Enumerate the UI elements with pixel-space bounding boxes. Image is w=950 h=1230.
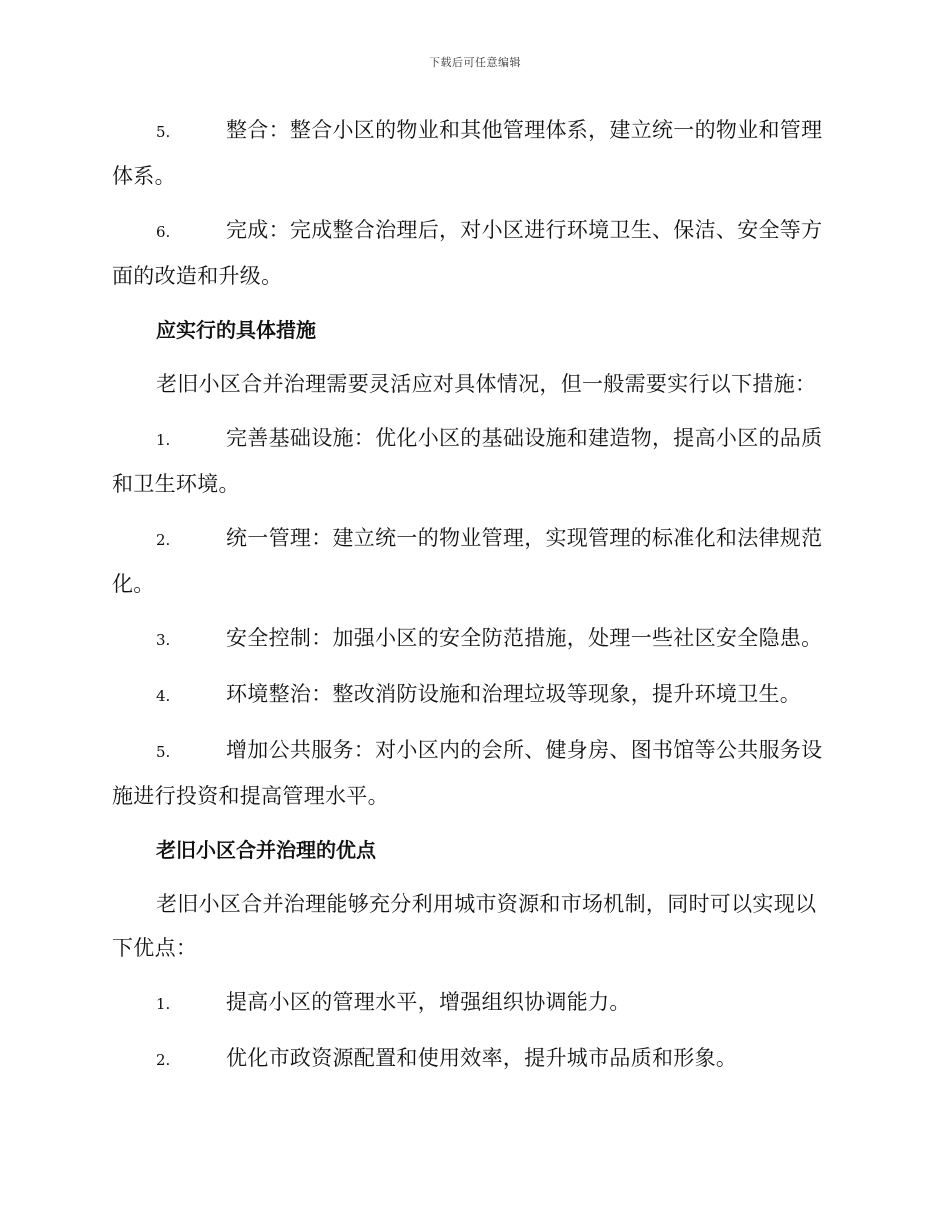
list-number: 6. [156, 223, 171, 241]
list-item [112, 516, 834, 606]
list-item [112, 416, 834, 506]
list-number: 1. [156, 995, 171, 1013]
list-text: 完成：完成整合治理后，对小区进行环境卫生、保洁、安全等方面的改造和升级。 [112, 218, 823, 288]
paragraph: 老旧小区合并治理需要灵活应对具体情况，但一般需要实行以下措施： [156, 372, 817, 396]
list-number: 5. [156, 743, 171, 761]
list-item [112, 728, 834, 818]
list-text: 提高小区的管理水平，增强组织协调能力。 [226, 990, 631, 1014]
list-item [112, 108, 834, 198]
section-heading: 老旧小区合并治理的优点 [156, 838, 376, 862]
list-item [112, 980, 834, 1026]
list-number: 2. [156, 531, 171, 549]
list-number: 3. [156, 631, 171, 649]
list-text: 安全控制：加强小区的安全防范措施，处理一些社区安全隐患。 [226, 626, 823, 650]
list-text: 环境整治：整改消防设施和治理垃圾等现象，提升环境卫生。 [226, 682, 802, 706]
list-item [112, 1036, 834, 1082]
list-text: 整合：整合小区的物业和其他管理体系，建立统一的物业和管理体系。 [112, 118, 823, 188]
list-text: 优化市政资源配置和使用效率，提升城市品质和形象。 [226, 1046, 738, 1070]
list-item [112, 616, 834, 662]
list-text: 统一管理：建立统一的物业管理，实现管理的标准化和法律规范化。 [112, 526, 823, 596]
list-text: 完善基础设施：优化小区的基础设施和建造物，提高小区的品质和卫生环境。 [112, 426, 823, 496]
list-number: 5. [156, 123, 171, 141]
list-number: 4. [156, 687, 171, 705]
page-header: 下载后可任意编辑 [429, 56, 521, 69]
list-text: 增加公共服务：对小区内的会所、健身房、图书馆等公共服务设施进行投资和提高管理水平。 [112, 738, 823, 808]
list-item [112, 208, 834, 298]
document-body [112, 108, 834, 1092]
list-item [112, 672, 834, 718]
list-number: 2. [156, 1051, 171, 1069]
section-heading: 应实行的具体措施 [156, 318, 316, 342]
paragraph: 老旧小区合并治理能够充分利用城市资源和市场机制，同时可以实现以下优点： [112, 892, 817, 960]
list-number: 1. [156, 431, 171, 449]
